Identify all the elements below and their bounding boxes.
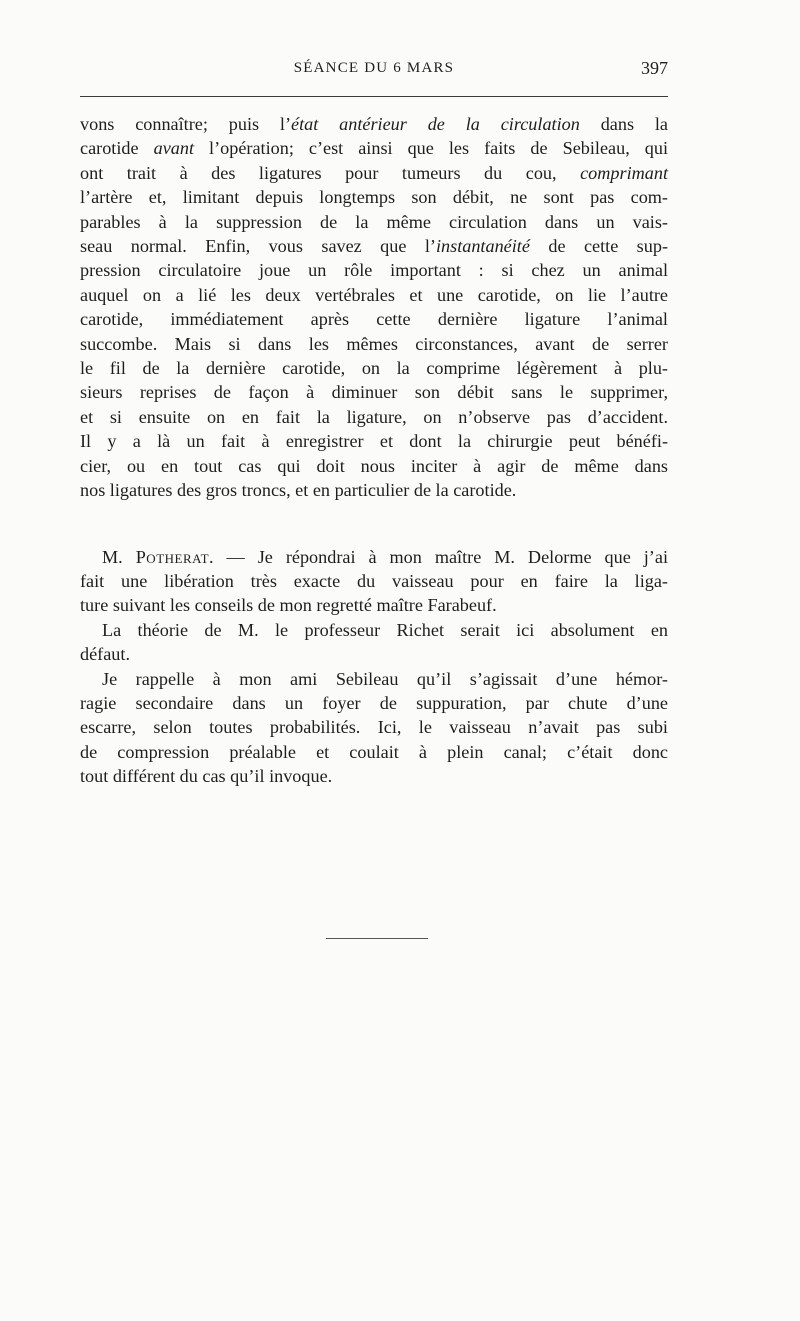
header-rule (80, 96, 668, 97)
text-span: de compression préalable et coulait à plein canal; c’était donc (80, 741, 668, 762)
text-line (80, 307, 668, 331)
text-span: seau normal. Enfin, vous savez que l’ (80, 236, 436, 257)
text-span: l’opération; c’est ainsi que les faits de Sebileau, qui (194, 138, 668, 159)
text-line (80, 740, 668, 764)
text-span: fait une libération très exacte du vaisseau pour en faire la liga- (80, 570, 668, 591)
running-title: SÉANCE DU 6 MARS (293, 60, 455, 76)
paragraph-2 (80, 545, 668, 618)
text-line (80, 618, 668, 642)
text-span: parables à la suppression de la même circulation dans un vais- (80, 211, 668, 232)
end-rule (326, 938, 428, 939)
text-line (80, 405, 668, 429)
text-span: carotide, immédiatement après cette dernière ligature l’animal (80, 309, 668, 330)
text-span: escarre, selon toutes probabilités. Ici, le vaisseau n’avait pas subi (80, 717, 668, 738)
text-line (80, 161, 668, 185)
text-line (80, 332, 668, 356)
text-span: M. (102, 546, 136, 567)
small-caps-name: Potherat (135, 546, 210, 567)
paragraph-1 (80, 112, 668, 503)
text-span: ture suivant les conseils de mon regretté maître Farabeuf. (80, 595, 497, 616)
text-line (80, 593, 668, 617)
paragraph-4 (80, 667, 668, 789)
text-span: cier, ou en tout cas qui doit nous inciter à agir de même dans (80, 455, 668, 476)
text-line (80, 478, 668, 502)
text-line (80, 642, 668, 666)
text-span: vons connaître; puis l’ (80, 114, 292, 134)
text-line (80, 136, 668, 160)
text-line (80, 185, 668, 209)
text-span: ont trait à des ligatures pour tumeurs du cou, (80, 162, 581, 183)
text-span: carotide (80, 138, 154, 159)
body-text (80, 112, 668, 789)
italic-text: état antérieur de la circulation (291, 114, 580, 134)
text-line (80, 234, 668, 258)
text-line (80, 429, 668, 453)
text-line (80, 210, 668, 234)
text-line (80, 715, 668, 739)
page-number: 397 (641, 58, 668, 78)
paragraph-3 (80, 618, 668, 667)
text-line (80, 545, 668, 569)
italic-text: instantanéité (435, 236, 530, 257)
text-line (80, 356, 668, 380)
text-line (80, 569, 668, 593)
text-span: et si ensuite on en fait la ligature, on n’observe pas d’accident. (80, 406, 668, 427)
text-line (80, 667, 668, 691)
text-span: l’artère et, limitant depuis longtemps son débit, ne sont pas com- (80, 187, 668, 208)
text-line (80, 691, 668, 715)
text-span: Il y a là un fait à enregistrer et dont la chirurgie peut bénéfi- (80, 431, 668, 452)
text-line (80, 258, 668, 282)
text-span: . — Je répondrai à mon maître M. Delorme que j’ai (209, 546, 668, 567)
text-span: de cette sup- (529, 236, 669, 257)
paragraph-gap (80, 503, 668, 545)
text-span: nos ligatures des gros troncs, et en particulier de la carotide. (80, 480, 517, 501)
text-span: succombe. Mais si dans les mêmes circonstances, avant de serrer (80, 333, 668, 354)
italic-text: comprimant (580, 162, 668, 183)
text-line (80, 380, 668, 404)
text-line (80, 112, 668, 136)
text-span: sieurs reprises de façon à diminuer son débit sans le supprimer, (80, 382, 668, 403)
text-span: défaut. (80, 644, 130, 665)
text-line (80, 283, 668, 307)
text-span: pression circulatoire joue un rôle important : si chez un animal (80, 260, 668, 281)
italic-text: avant (153, 138, 195, 159)
text-span: le fil de la dernière carotide, on la comprime légèrement à plu- (80, 358, 668, 379)
text-span: Je rappelle à mon ami Sebileau qu’il s’agissait d’une hémor- (102, 668, 668, 689)
text-span: La théorie de M. le professeur Richet serait ici absolument en (102, 619, 668, 640)
text-span: dans la (579, 114, 668, 134)
running-header (80, 58, 668, 84)
text-line (80, 764, 668, 788)
text-line (80, 454, 668, 478)
text-span: tout différent du cas qu’il invoque. (80, 766, 333, 787)
text-span: ragie secondaire dans un foyer de suppuration, par chute d’une (80, 692, 668, 713)
text-span: auquel on a lié les deux vertébrales et une carotide, on lie l’autre (80, 284, 668, 305)
